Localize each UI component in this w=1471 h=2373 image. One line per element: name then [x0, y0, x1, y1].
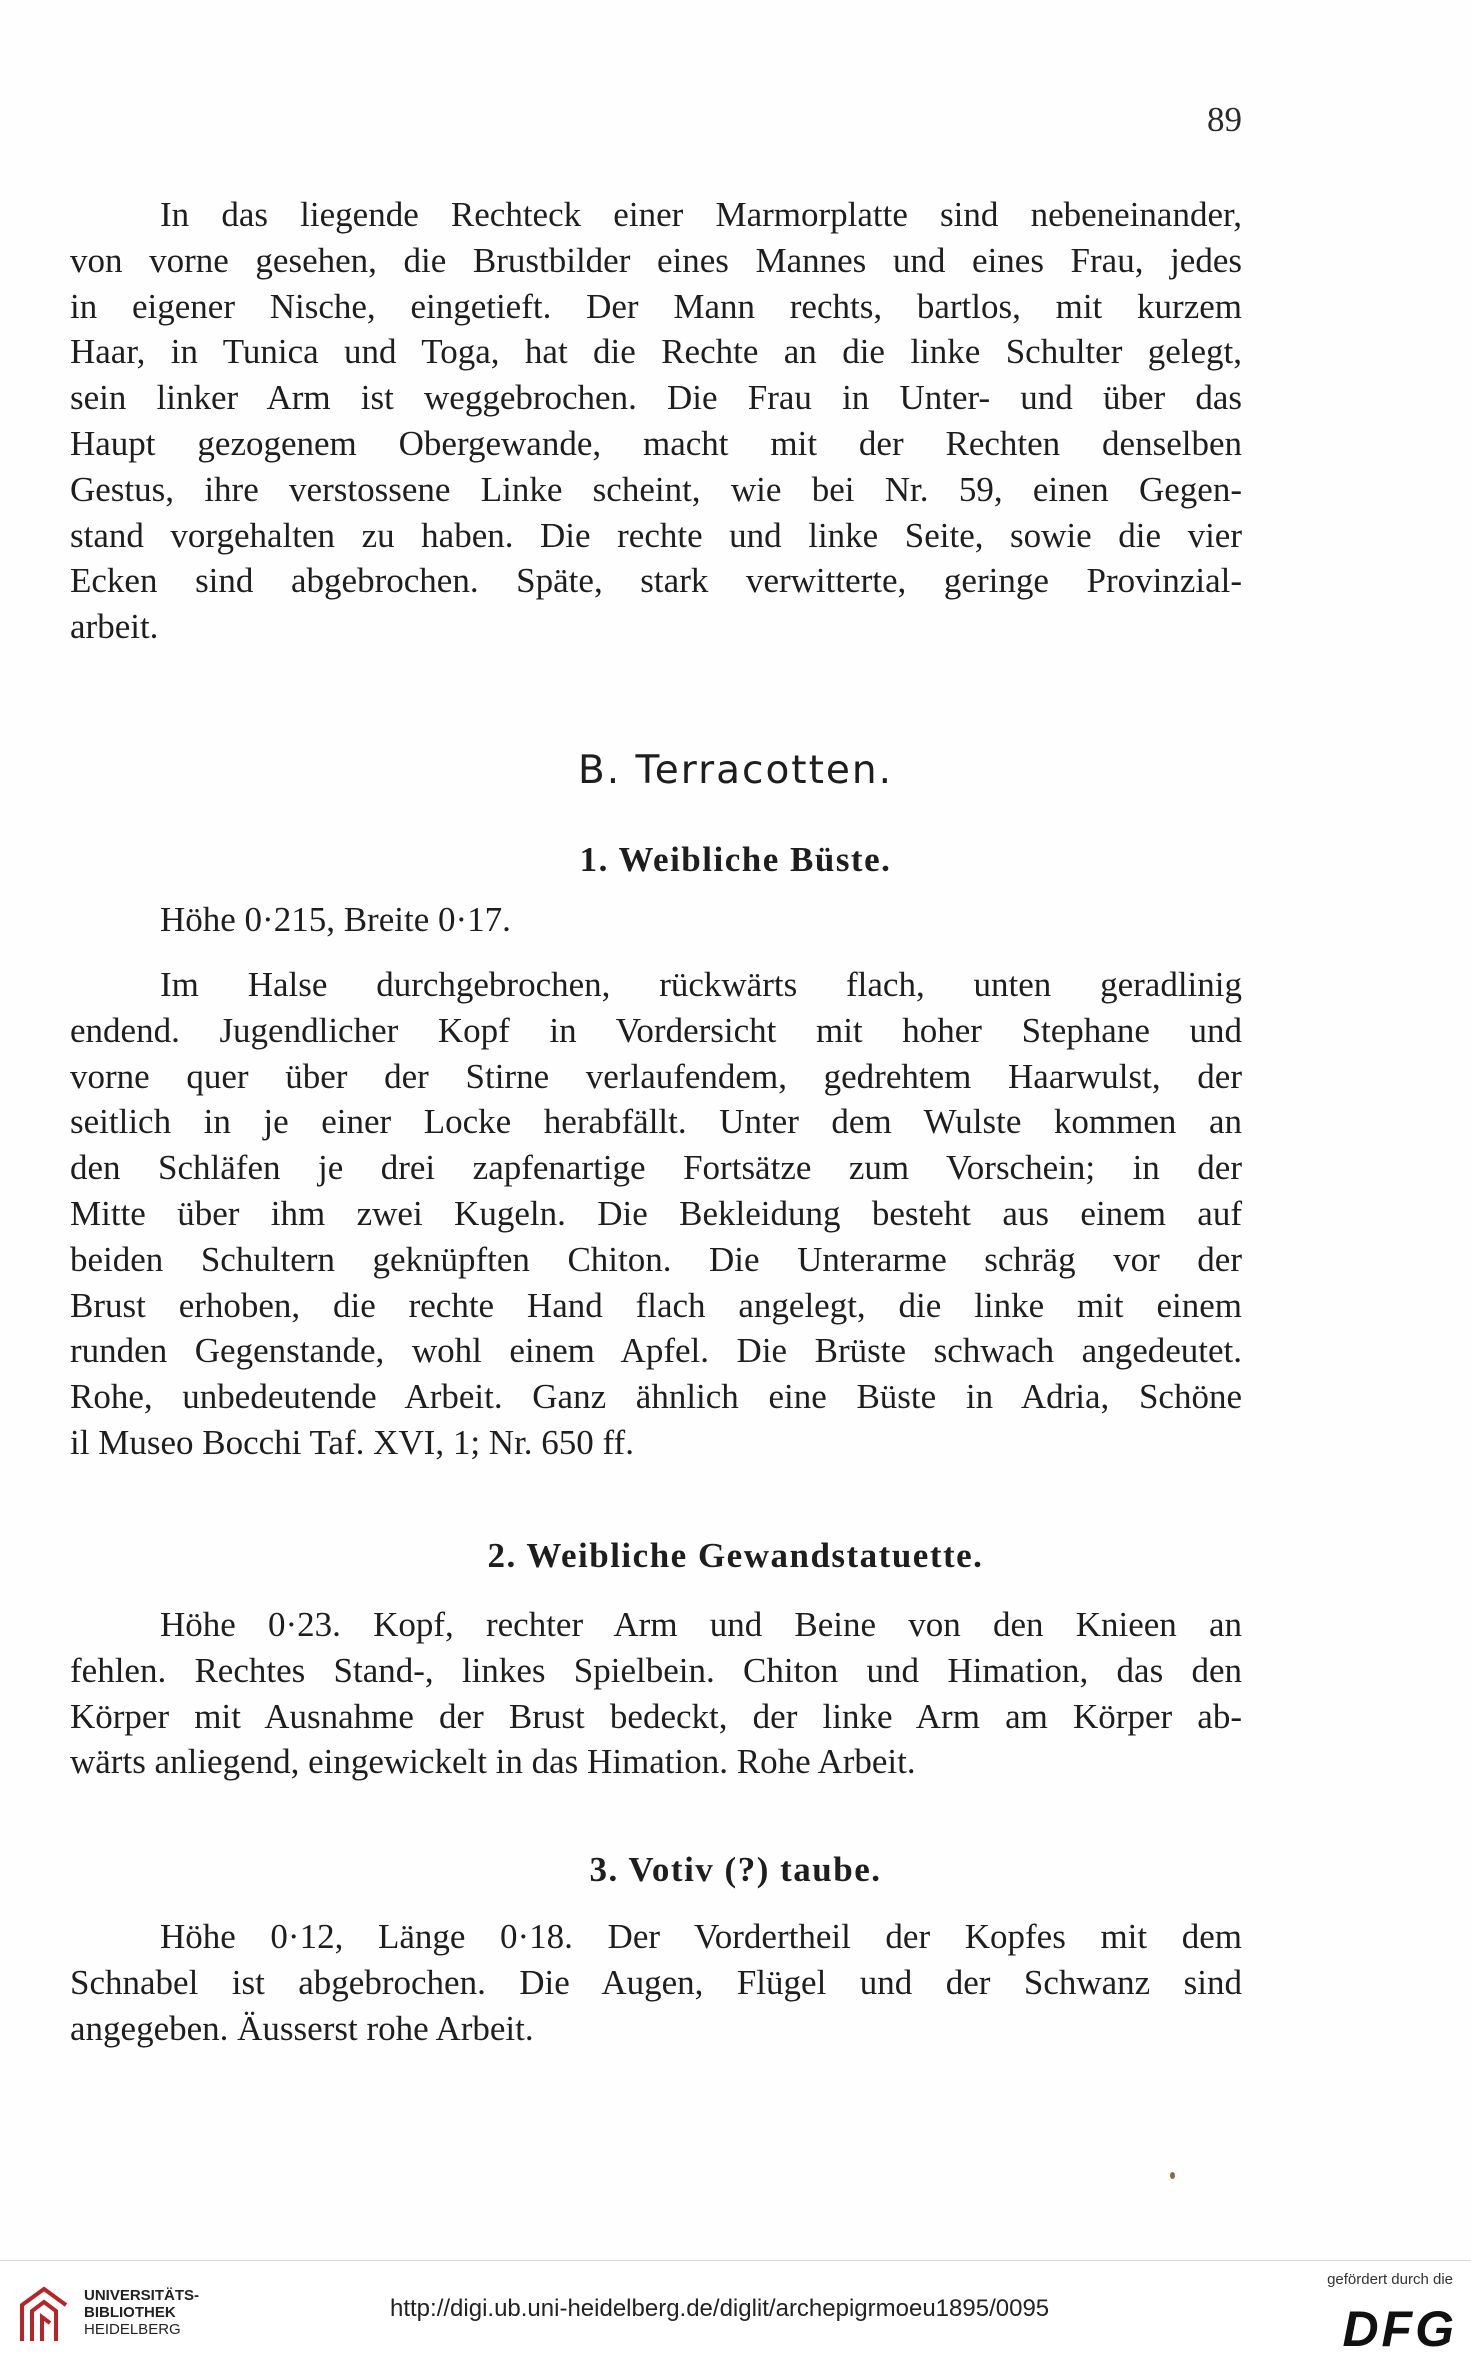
page-number: 89	[1207, 100, 1242, 139]
text-line: den Schläfen je drei zapfenartige Fortsätze zum Vorschein; in der	[70, 1148, 1242, 1188]
item-dimensions: Höhe 0·215, Breite 0·17.	[160, 900, 511, 939]
library-name-line: BIBLIOTHEK	[84, 2304, 176, 2321]
text-line: in eigener Nische, eingetieft. Der Mann rechts, bartlos, mit kurzem	[70, 286, 1242, 326]
text-line: endend. Jugendlicher Kopf in Vordersicht mit hoher Stephane und	[70, 1010, 1242, 1050]
text-line: von vorne gesehen, die Brustbilder eines Mannes und eines Frau, jedes	[70, 240, 1242, 280]
text-line: Im Halse durchgebrochen, rückwärts flach, unten geradlinig	[160, 965, 1242, 1004]
dfg-logo: DFG	[1342, 2301, 1457, 2357]
text-line: beiden Schultern geknüpften Chiton. Die Unterarme schräg vor der	[70, 1239, 1242, 1279]
section-heading: B. Terracotten.	[577, 748, 894, 793]
item-heading: 3. Votiv (?) taube.	[589, 1850, 882, 1889]
text-line: Schnabel ist abgebrochen. Die Augen, Flügel und der Schwanz sind	[70, 1962, 1242, 2002]
library-name-line: HEIDELBERG	[84, 2321, 181, 2338]
item-description	[70, 1602, 1242, 1785]
text-line: runden Gegenstande, wohl einem Apfel. Die Brüste schwach angedeutet.	[70, 1331, 1242, 1371]
text-line: seitlich in je einer Locke herabfällt. Unter dem Wulste kommen an	[70, 1102, 1242, 1142]
text-line: il Museo Bocchi Taf. XVI, 1; Nr. 650 ff.	[70, 1422, 634, 1462]
text-line: Brust erhoben, die rechte Hand flach angelegt, die linke mit einem	[70, 1285, 1242, 1325]
library-logo-icon	[14, 2283, 74, 2345]
item-description	[70, 1914, 1242, 2051]
text-line: stand vorgehalten zu haben. Die rechte und linke Seite, sowie die vier	[70, 515, 1242, 555]
text-line: Haupt gezogenem Obergewande, macht mit der Rechten denselben	[70, 423, 1242, 463]
text-line: In das liegende Rechteck einer Marmorplatte sind nebeneinander,	[160, 195, 1242, 234]
text-line: Körper mit Ausnahme der Brust bedeckt, der linke Arm am Körper ab-	[70, 1696, 1242, 1736]
text-line: Haar, in Tunica und Toga, hat die Rechte an die linke Schulter gelegt,	[70, 332, 1242, 372]
text-line: Ecken sind abgebrochen. Späte, stark verwitterte, geringe Provinzial-	[70, 561, 1242, 601]
item-heading: 2. Weibliche Gewandstatuette.	[487, 1536, 984, 1575]
source-url-link[interactable]: http://digi.ub.uni-heidelberg.de/diglit/archepigrmoeu1895/0095	[390, 2295, 1050, 2322]
library-name	[84, 2287, 199, 2338]
ink-speck	[1170, 2172, 1175, 2179]
intro-paragraph	[70, 192, 1242, 650]
text-line: vorne quer über der Stirne verlaufendem, gedrehtem Haarwulst, der	[70, 1056, 1242, 1096]
item-heading: 1. Weibliche Büste.	[579, 840, 892, 879]
text-line: Höhe 0·12, Länge 0·18. Der Vordertheil der Kopfes mit dem	[160, 1917, 1242, 1956]
text-line: wärts anliegend, eingewickelt in das Himation. Rohe Arbeit.	[70, 1742, 916, 1782]
text-line: fehlen. Rechtes Stand-, linkes Spielbein. Chiton und Himation, das den	[70, 1650, 1242, 1690]
text-line: Rohe, unbedeutende Arbeit. Ganz ähnlich eine Büste in Adria, Schöne	[70, 1377, 1242, 1417]
text-line: angegeben. Äusserst rohe Arbeit.	[70, 2008, 534, 2048]
text-line: Gestus, ihre verstossene Linke scheint, wie bei Nr. 59, einen Gegen-	[70, 469, 1242, 509]
text-line: Höhe 0·23. Kopf, rechter Arm und Beine von den Knieen an	[160, 1605, 1242, 1644]
funded-by-label: gefördert durch die	[1327, 2271, 1453, 2288]
item-description	[70, 962, 1242, 1466]
text-line: Mitte über ihm zwei Kugeln. Die Bekleidung besteht aus einem auf	[70, 1193, 1242, 1233]
text-line: arbeit.	[70, 607, 159, 647]
text-line: sein linker Arm ist weggebrochen. Die Frau in Unter- und über das	[70, 378, 1242, 418]
library-name-line: UNIVERSITÄTS-	[84, 2287, 200, 2304]
